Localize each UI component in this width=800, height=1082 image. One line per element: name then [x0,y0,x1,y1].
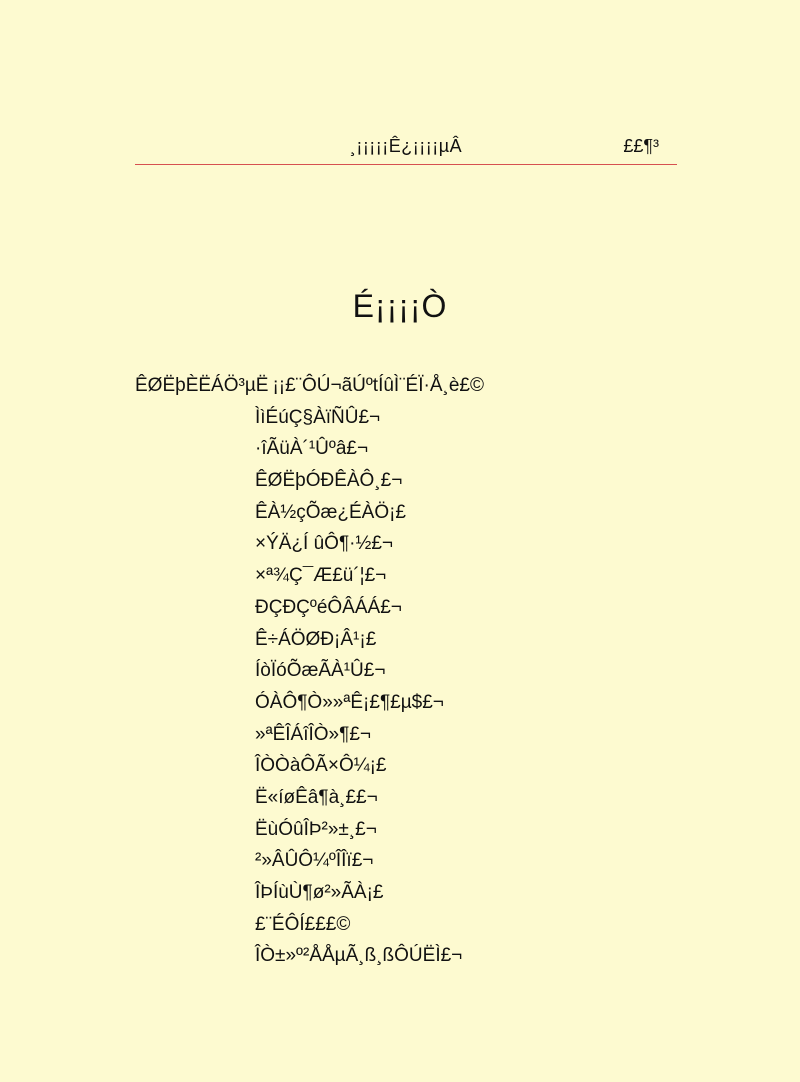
verse-line: ÓÀÔ¶Ò»»ªÊ¡£¶£µ$£¬ [255,691,444,713]
verse-line: ÎÒ±»º²ÅÅµÃ¸ß¸ßÔÚËÌ£¬ [255,945,463,967]
chapter-title: É¡¡¡¡Ò [352,288,448,324]
verse-line: ×ª¾Ç¯Æ£ü´¦£¬ [255,565,387,587]
verse-line: ÐÇÐÇºéÔÂÁÁ£¬ [255,596,402,618]
verse-line: £¨ÉÔÍ£££© [255,913,351,935]
verse-line: ÎÞÍùÙ¶ø²»ÃÀ¡£ [255,882,384,903]
page-number: ££¶³ [623,136,659,156]
running-title: ¸¡¡¡¡¡Ê¿¡¡¡¡µÂ [349,136,463,156]
verse-line [135,370,695,402]
verse-line: ÌìÉúÇ§ÀïÑÛ£¬ [255,406,381,428]
verse-line: ÊØËþÓÐÊÀÔ¸£¬ [255,470,403,492]
verse-line: ÍòÏóÕæÃÀ¹Û£¬ [255,660,386,682]
verse-line: Ê÷ÁÖØÐ¡Â¹¡£ [255,628,377,650]
verse-line: ·îÃüÀ´¹Ûºâ£¬ [255,438,369,460]
verse-text: ¡¡£¨ÔÚ¬ãÚºtÍûÌ¨ÉÏ·Å¸è£© [272,375,484,396]
verse-line: Ë«íøÊâ¶à¸££¬ [255,786,378,808]
verse-line: ²»ÂÛÔ¼ºÎÎï£¬ [255,850,374,872]
verse-line: ÊÀ½çÕæ¿ÉÀÖ¡£ [255,501,406,523]
verse-line: »ªÊÎÁîÎÒ»¶£¬ [255,723,371,745]
verse-line: ×ÝÄ¿Í ûÔ¶·½£¬ [255,533,393,555]
verse-line: ÎÒÒàÔÃ×Ô¼¡£ [255,755,387,777]
speaker-name: ÊØËþÈËÁÖ³µË [135,375,269,396]
running-header [135,134,677,165]
verse-block [135,370,695,972]
verse-line: ËùÓûÎÞ²»±¸£¬ [255,818,377,840]
